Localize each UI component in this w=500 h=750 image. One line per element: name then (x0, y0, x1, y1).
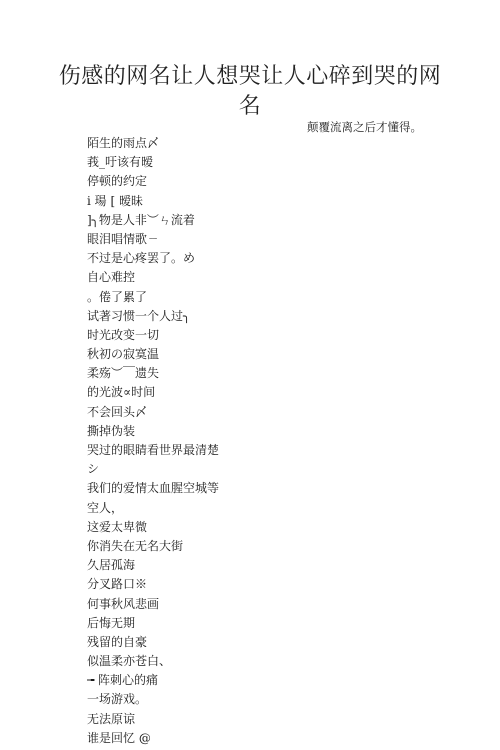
name-list-item: 眼泪唱情歌ㄧ (87, 231, 160, 246)
name-list-item: 无法原谅 (87, 711, 136, 726)
name-list-item: シ (87, 462, 100, 477)
author-line: 颠覆流离之后才懂得。 (307, 120, 422, 134)
name-list-item: 似温柔亦苍白、 (87, 654, 172, 669)
name-list-item: 哭过的眼睛看世界最清楚 (87, 443, 220, 457)
name-list-item: ]╮物是人非︶ㄣ流着 (87, 212, 195, 227)
name-list-item: 久居孤海 (87, 558, 136, 573)
name-list-item: 自心难控 (87, 270, 136, 285)
name-list-item: 不会回头〆 (87, 404, 148, 419)
name-list-item: 柔殇︶￣遗失 (87, 366, 160, 381)
name-list-item: 空人， (87, 500, 124, 515)
name-list-item: ╼ 阵刺心的痛 (87, 673, 159, 688)
name-list-item: 这爱太卑微 (87, 519, 148, 534)
name-list-item: 何事秋风悲画 (87, 596, 160, 611)
document-title: 伤感的网名让人想哭让人心碎到哭的网名 (58, 64, 442, 119)
name-list-item: 你消失在无名大街 (87, 538, 184, 553)
name-list-item: 撕掉伪装 (87, 423, 136, 438)
name-list-item: 分叉路口※ (87, 577, 148, 592)
name-list-item: 秋初の寂寞温 (87, 347, 160, 362)
name-list-item: 不过是心疼罢了。め (87, 251, 196, 266)
name-list-item: 试著习惯一个人过╮ (87, 308, 191, 323)
name-list-item: 残留的自豪 (87, 634, 148, 649)
name-list-item: 。倦了累了 (87, 289, 148, 304)
name-list (87, 136, 407, 750)
name-list-item: 我们的爱情太血腥空城等 (87, 481, 220, 496)
name-list-item: 的光波∝时间 (87, 385, 156, 400)
name-list-item: 时光改变一切 (87, 327, 160, 342)
name-list-item: 谁是回忆 @ (87, 730, 151, 745)
name-list-item: 陌生的雨点〆 (87, 136, 160, 150)
name-list-item: 后悔无期 (87, 615, 136, 630)
name-list-item: 莪_吁该有暧 (87, 155, 154, 170)
name-list-item: 停顿的约定 (87, 174, 148, 189)
name-list-item: 一场游戏。 (87, 692, 148, 707)
name-list-item: i 瑒 [ 暧昧 (87, 193, 143, 208)
